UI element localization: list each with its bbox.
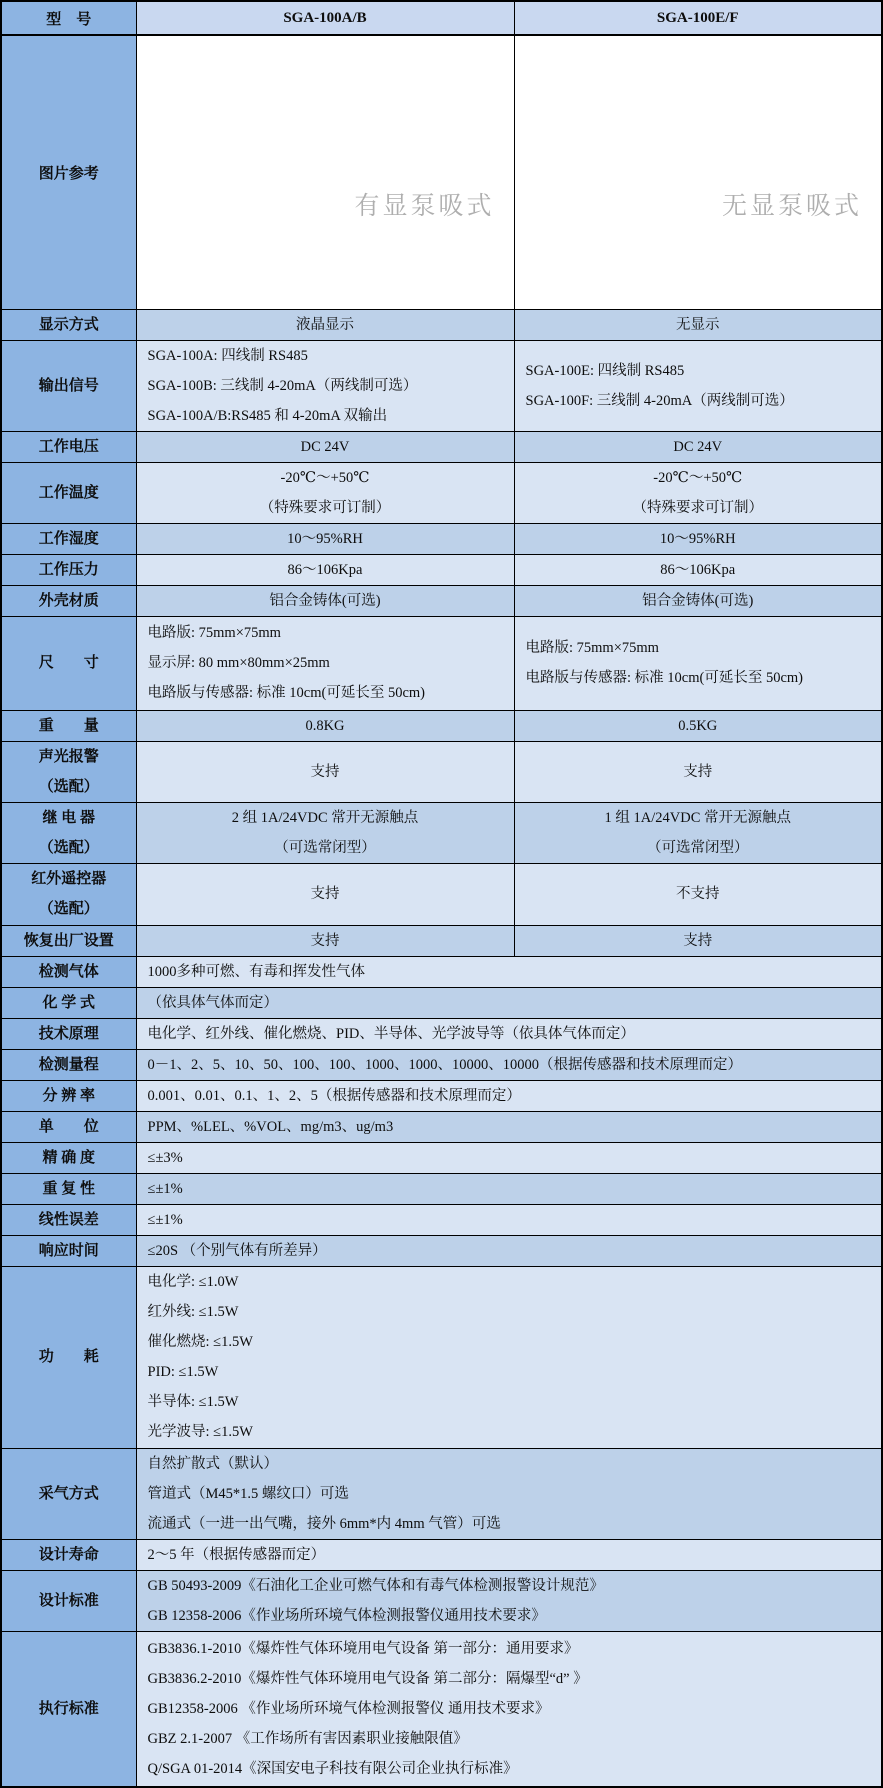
value-line: ≤20S （个别气体有所差异）	[147, 1242, 327, 1259]
cell-working-pressure-ef	[514, 554, 882, 585]
header-row	[1, 1, 882, 35]
label-line: 执行标准	[38, 1700, 99, 1717]
row-repeatability	[1, 1173, 882, 1204]
cell-tech-principle	[136, 1018, 882, 1049]
label-line: 重 复 性	[42, 1180, 95, 1197]
row-label-detected-gas	[1, 956, 136, 987]
image-row	[1, 35, 882, 309]
cell-working-pressure-ab	[136, 554, 514, 585]
row-label-detection-range	[1, 1049, 136, 1080]
value-line: DC 24V	[673, 438, 723, 455]
cell-detection-range	[136, 1049, 882, 1080]
cell-sound-light-alarm-ab	[136, 741, 514, 802]
value-line: 0－1、2、5、10、50、100、100、1000、1000、10000、10000（根据传感器和技术原理而定）	[147, 1056, 742, 1073]
row-sound-light-alarm	[1, 741, 882, 802]
cell-ir-remote-ab	[136, 863, 514, 925]
value-line: 红外线: ≤1.5W	[147, 1304, 239, 1320]
value-line: PID: ≤1.5W	[147, 1364, 219, 1380]
row-ir-remote	[1, 863, 882, 925]
value-line: SGA-100A: 四线制 RS485	[147, 347, 308, 364]
value-line: GB3836.2-2010《爆炸性气体环境用电气设备 第二部分：隔爆型“d” 》	[147, 1670, 588, 1687]
label-line: 响应时间	[38, 1242, 99, 1259]
label-line: 分 辨 率	[42, 1087, 95, 1104]
value-line: 液晶显示	[296, 316, 354, 333]
cell-output-signal-ef	[514, 340, 882, 431]
cell-executive-standard	[136, 1631, 882, 1787]
row-label-weight	[1, 710, 136, 741]
label-line: 工作温度	[38, 484, 99, 501]
value-line: 电化学、红外线、催化燃烧、PID、半导体、光学波导等（依具体气体而定）	[147, 1025, 635, 1042]
row-power-consumption	[1, 1266, 882, 1448]
value-line: Q/SGA 01-2014《深国安电子科技有限公司企业执行标准》	[147, 1760, 518, 1777]
value-line: DC 24V	[300, 438, 350, 455]
label-line: 精 确 度	[42, 1149, 95, 1166]
value-line: 流通式（一进一出气嘴，接外 6mm*内 4mm 气管）可选	[147, 1515, 501, 1532]
value-line: SGA-100F: 三线制 4-20mA（两线制可选）	[525, 392, 794, 409]
value-line: PPM、%LEL、%VOL、mg/m3、ug/m3	[147, 1118, 394, 1135]
row-output-signal	[1, 340, 882, 431]
row-label-chemical-formula	[1, 987, 136, 1018]
row-sampling-method	[1, 1448, 882, 1539]
image-row-label: 图片参考	[1, 35, 136, 309]
cell-sampling-method	[136, 1448, 882, 1539]
row-display-mode	[1, 309, 882, 340]
value-line: 2 组 1A/24VDC 常开无源触点	[231, 809, 419, 826]
value-line: ≤±1%	[147, 1211, 183, 1228]
value-line: 无显示	[676, 316, 720, 333]
value-line: （可选常闭型）	[647, 839, 749, 856]
label-line: 工作湿度	[38, 530, 99, 547]
row-detection-range	[1, 1049, 882, 1080]
row-label-power-consumption	[1, 1266, 136, 1448]
label-line: 工作电压	[38, 438, 99, 455]
cell-response-time	[136, 1235, 882, 1266]
row-label-resolution	[1, 1080, 136, 1111]
right-photo-watermark: 无显泵吸式	[721, 193, 862, 221]
value-line: -20℃～+50℃	[653, 469, 743, 486]
model-a-header: SGA-100A/B	[136, 1, 514, 35]
row-label-working-voltage	[1, 431, 136, 462]
label-line: （选配）	[38, 901, 99, 917]
value-line: 电路版: 75mm×75mm	[525, 640, 659, 656]
photo-cell-sga100ab	[136, 35, 514, 309]
cell-dimensions-ab	[136, 616, 514, 710]
value-line: 86～106Kpa	[660, 561, 736, 578]
label-line: 显示方式	[38, 316, 99, 333]
row-label-shell-material	[1, 585, 136, 616]
row-label-unit	[1, 1111, 136, 1142]
value-line: 电路版: 75mm×75mm	[147, 625, 281, 641]
value-line: -20℃～+50℃	[280, 469, 370, 486]
label-line: 线性误差	[38, 1211, 99, 1228]
cell-working-temperature-ef	[514, 462, 882, 523]
value-line: 1 组 1A/24VDC 常开无源触点	[604, 809, 791, 826]
cell-relay-ab	[136, 802, 514, 863]
cell-working-voltage-ab	[136, 431, 514, 462]
cell-display-mode-ab	[136, 309, 514, 340]
cell-unit	[136, 1111, 882, 1142]
label-line: 外壳材质	[38, 592, 99, 609]
value-line: GB 12358-2006《作业场所环境气体检测报警仪通用技术要求》	[147, 1607, 546, 1624]
value-line: 86～106Kpa	[287, 561, 363, 578]
value-line: 支持	[683, 763, 713, 780]
row-label-tech-principle	[1, 1018, 136, 1049]
cell-output-signal-ab	[136, 340, 514, 431]
row-executive-standard	[1, 1631, 882, 1787]
row-label-response-time	[1, 1235, 136, 1266]
value-line: 支持	[310, 886, 340, 902]
row-label-design-life	[1, 1539, 136, 1570]
value-line: 光学波导: ≤1.5W	[147, 1424, 253, 1440]
label-line: 恢复出厂设置	[23, 932, 114, 949]
value-line: 不支持	[676, 886, 720, 902]
row-shell-material	[1, 585, 882, 616]
value-line: 支持	[683, 932, 713, 949]
label-line: 技术原理	[38, 1025, 99, 1042]
label-line: 重 量	[38, 717, 99, 734]
cell-dimensions-ef	[514, 616, 882, 710]
row-label-display-mode	[1, 309, 136, 340]
cell-working-humidity-ab	[136, 523, 514, 554]
value-line: 1000多种可燃、有毒和挥发性气体	[147, 963, 365, 980]
value-line: GB3836.1-2010《爆炸性气体环境用电气设备 第一部分：通用要求》	[147, 1640, 579, 1657]
row-tech-principle	[1, 1018, 882, 1049]
model-header-label: 型 号	[1, 1, 136, 35]
row-label-executive-standard	[1, 1631, 136, 1787]
value-line: （特殊要求可订制）	[259, 499, 391, 516]
row-label-sound-light-alarm	[1, 741, 136, 802]
value-line: 电路版与传感器: 标准 10cm(可延长至 50cm)	[525, 670, 803, 686]
row-working-pressure	[1, 554, 882, 585]
cell-chemical-formula	[136, 987, 882, 1018]
row-dimensions	[1, 616, 882, 710]
label-line: （选配）	[38, 778, 99, 795]
cell-repeatability	[136, 1173, 882, 1204]
value-line: 10～95%RH	[659, 530, 736, 547]
row-design-life	[1, 1539, 882, 1570]
row-label-relay	[1, 802, 136, 863]
cell-sound-light-alarm-ef	[514, 741, 882, 802]
cell-shell-material-ef	[514, 585, 882, 616]
row-working-temperature	[1, 462, 882, 523]
label-line: 输出信号	[38, 377, 99, 394]
row-design-standard	[1, 1570, 882, 1631]
value-line: 管道式（M45*1.5 螺纹口）可选	[147, 1485, 349, 1502]
value-line: （特殊要求可订制）	[632, 499, 763, 516]
cell-detected-gas	[136, 956, 882, 987]
row-label-accuracy	[1, 1142, 136, 1173]
label-line: （选配）	[38, 839, 99, 856]
row-accuracy	[1, 1142, 882, 1173]
photo-cell-sga100ef	[514, 35, 882, 309]
cell-accuracy	[136, 1142, 882, 1173]
row-label-linearity-error	[1, 1204, 136, 1235]
value-line: ≤±1%	[147, 1180, 183, 1197]
row-label-working-humidity	[1, 523, 136, 554]
label-line: 设计寿命	[38, 1546, 99, 1563]
cell-power-consumption	[136, 1266, 882, 1448]
label-line: 功 耗	[38, 1349, 99, 1365]
value-line: 0.8KG	[305, 717, 345, 734]
label-line: 设计标准	[38, 1592, 99, 1609]
value-line: GB 50493-2009《石油化工企业可燃气体和有毒气体检测报警设计规范》	[147, 1577, 604, 1594]
label-line: 工作压力	[38, 561, 99, 578]
value-line: （依具体气体而定）	[147, 994, 278, 1011]
label-line: 继 电 器	[42, 809, 95, 826]
row-label-working-temperature	[1, 462, 136, 523]
row-linearity-error	[1, 1204, 882, 1235]
value-line: 支持	[310, 763, 340, 780]
row-label-factory-reset	[1, 925, 136, 956]
label-line: 检测量程	[38, 1056, 99, 1073]
cell-shell-material-ab	[136, 585, 514, 616]
left-photo-watermark: 有显泵吸式	[354, 193, 495, 221]
value-line: （可选常闭型）	[274, 839, 376, 856]
value-line: 10～95%RH	[287, 530, 363, 547]
label-line: 尺 寸	[38, 655, 99, 671]
row-relay	[1, 802, 882, 863]
value-line: 支持	[310, 932, 340, 949]
cell-factory-reset-ef	[514, 925, 882, 956]
value-line: ≤±3%	[147, 1149, 183, 1166]
cell-display-mode-ef	[514, 309, 882, 340]
cell-design-life	[136, 1539, 882, 1570]
value-line: 半导体: ≤1.5W	[147, 1394, 239, 1410]
cell-weight-ef	[514, 710, 882, 741]
row-label-repeatability	[1, 1173, 136, 1204]
value-line: SGA-100B: 三线制 4-20mA（两线制可选）	[147, 377, 418, 394]
cell-ir-remote-ef	[514, 863, 882, 925]
row-label-working-pressure	[1, 554, 136, 585]
label-line: 单 位	[38, 1118, 99, 1135]
cell-linearity-error	[136, 1204, 882, 1235]
cell-working-voltage-ef	[514, 431, 882, 462]
model-b-header: SGA-100E/F	[514, 1, 882, 35]
row-factory-reset	[1, 925, 882, 956]
label-line: 检测气体	[38, 963, 99, 980]
value-line: 2～5 年（根据传感器而定）	[147, 1546, 326, 1563]
cell-relay-ef	[514, 802, 882, 863]
label-line: 声光报警	[38, 748, 99, 765]
cell-working-temperature-ab	[136, 462, 514, 523]
value-line: 自然扩散式（默认）	[147, 1455, 278, 1472]
row-chemical-formula	[1, 987, 882, 1018]
cell-working-humidity-ef	[514, 523, 882, 554]
value-line: SGA-100E: 四线制 RS485	[525, 362, 685, 379]
row-weight	[1, 710, 882, 741]
value-line: SGA-100A/B:RS485 和 4-20mA 双输出	[147, 407, 388, 424]
row-label-ir-remote	[1, 863, 136, 925]
value-line: 铝合金铸体(可选)	[642, 592, 754, 609]
row-response-time	[1, 1235, 882, 1266]
value-line: 0.5KG	[678, 717, 718, 734]
row-working-humidity	[1, 523, 882, 554]
row-unit	[1, 1111, 882, 1142]
label-line: 化 学 式	[42, 994, 95, 1011]
label-line: 红外遥控器	[31, 871, 107, 887]
value-line: 催化燃烧: ≤1.5W	[147, 1334, 253, 1350]
cell-design-standard	[136, 1570, 882, 1631]
value-line: 0.001、0.01、0.1、1、2、5（根据传感器和技术原理而定）	[147, 1087, 521, 1104]
cell-weight-ab	[136, 710, 514, 741]
row-label-dimensions	[1, 616, 136, 710]
value-line: GB12358-2006 《作业场所环境气体检测报警仪 通用技术要求》	[147, 1700, 550, 1717]
row-label-output-signal	[1, 340, 136, 431]
cell-resolution	[136, 1080, 882, 1111]
row-label-sampling-method	[1, 1448, 136, 1539]
row-resolution	[1, 1080, 882, 1111]
label-line: 采气方式	[38, 1485, 99, 1502]
value-line: 电化学: ≤1.0W	[147, 1274, 239, 1290]
value-line: 电路版与传感器: 标准 10cm(可延长至 50cm)	[147, 685, 425, 701]
value-line: GBZ 2.1-2007 《工作场所有害因素职业接触限值》	[147, 1730, 468, 1747]
row-label-design-standard	[1, 1570, 136, 1631]
row-working-voltage	[1, 431, 882, 462]
value-line: 铝合金铸体(可选)	[269, 592, 381, 609]
value-line: 显示屏: 80 mm×80mm×25mm	[147, 655, 330, 671]
cell-factory-reset-ab	[136, 925, 514, 956]
row-detected-gas	[1, 956, 882, 987]
